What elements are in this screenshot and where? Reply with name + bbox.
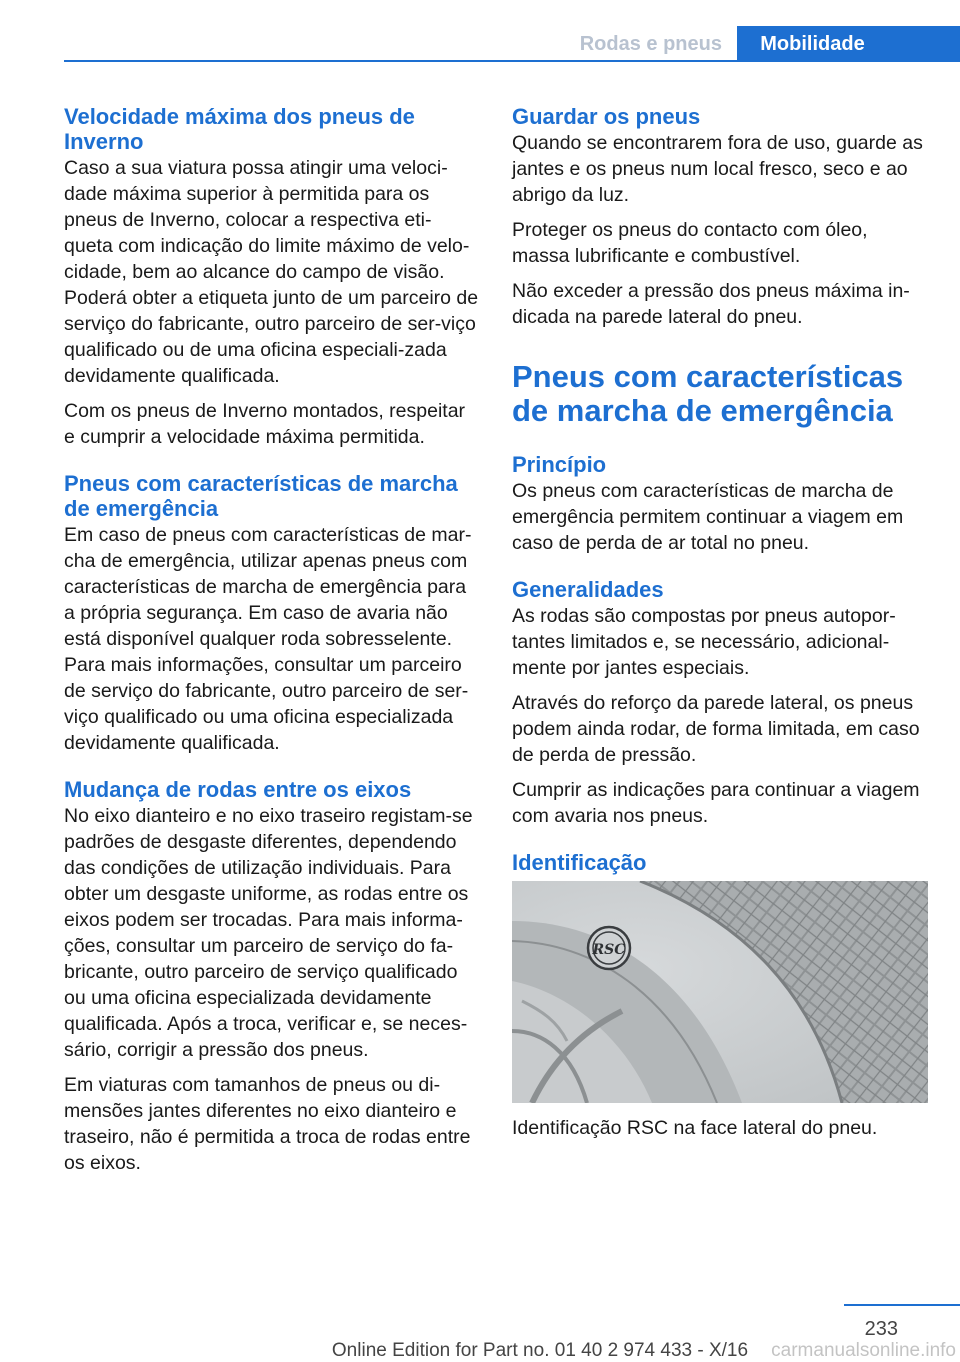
paragraph: No eixo dianteiro e no eixo traseiro registam-se padrões de desgaste diferentes, dependendo das condições de utilização individuais. Para obter um desgaste uniforme, as rodas entre os eixos podem ser trocadas. Para mais informa‐ções, consultar um parceiro de serviço do fa‐bricante, outro parceiro de serviço qualificado ou uma oficina especializada devidamente qualificada. Após a troca, verificar e, se neces‐sário, corrigir a pressão dos pneus.	[64, 805, 473, 1061]
paragraph: Cumprir as indicações para continuar a viagem com avaria nos pneus.	[512, 779, 920, 827]
paragraph: Quando se encontrarem fora de uso, guarde as jantes e os pneus num local fresco, seco e ao abrigo da luz.	[512, 132, 923, 206]
section-heading: Generalidades	[512, 577, 664, 602]
header-section-title: Rodas e pneus	[579, 33, 722, 55]
paragraph: As rodas são compostas por pneus autopor‐tantes limitados e, se necessário, adicional‐mente por jantes especiais.	[512, 605, 896, 679]
figure-caption: Identificação RSC na face lateral do pneu.	[512, 1117, 878, 1139]
section-heading: Guardar os pneus	[512, 104, 701, 129]
paragraph: Em caso de pneus com características de mar‐cha de emergência, utilizar apenas pneus com características de marcha de emergência para a própria segurança. Em caso de avaria não está disponível qualquer roda sobresselente. Para mais informações, consultar um parceiro de serviço do fabricante, outro parceiro de ser‐viço qualificado ou uma oficina especializada devidamente qualificada.	[64, 524, 472, 754]
paragraph: Proteger os pneus do contacto com óleo, massa lubrificante e combustível.	[512, 219, 868, 267]
paragraph: Não exceder a pressão dos pneus máxima in‐dicada na parede lateral do pneu.	[512, 280, 910, 328]
section-winter-speed	[64, 104, 480, 450]
footer-rule	[844, 1304, 960, 1306]
watermark: carmanualsonline.info	[771, 1340, 956, 1361]
page-number: 233	[864, 1318, 898, 1340]
section-heading: Velocidade máxima dos pneus de Inverno	[64, 104, 415, 154]
paragraph: Através do reforço da parede lateral, os pneus podem ainda rodar, de forma limitada, em caso de perda de pressão.	[512, 692, 920, 766]
header-chapter-label: Mobilidade	[760, 33, 865, 55]
tyre-sidewall-figure	[512, 881, 928, 1103]
section-wheel-rotation	[64, 777, 480, 1176]
section-heading: Mudança de rodas entre os eixos	[64, 777, 412, 802]
section-general	[512, 577, 930, 829]
section-principle	[512, 452, 930, 556]
paragraph: Com os pneus de Inverno montados, respeitar e cumprir a velocidade máxima permitida.	[64, 400, 466, 448]
rsc-logo-text: RSC	[592, 942, 626, 958]
left-column	[64, 104, 480, 1197]
section-identification	[512, 850, 930, 1141]
tyre-illustration	[512, 881, 928, 1103]
right-column	[512, 104, 930, 1162]
header-rule	[64, 60, 960, 62]
chapter-heading: Pneus com características de marcha de emergência	[512, 359, 904, 428]
paragraph: Em viaturas com tamanhos de pneus ou di‐mensões jantes diferentes no eixo dianteiro e traseiro, não é permitida a troca de rodas entre os eixos.	[64, 1074, 471, 1174]
section-heading: Identificação	[512, 850, 647, 875]
footer-edition: Online Edition for Part no. 01 40 2 974 433 - X/16	[331, 1340, 749, 1361]
section-heading: Princípio	[512, 452, 607, 477]
section-heading: Pneus com características de marcha de emergência	[64, 471, 458, 521]
section-storing-tyres	[512, 104, 930, 330]
paragraph: Os pneus com características de marcha de emergência permitem continuar a viagem em caso de perda de ar total no pneu.	[512, 480, 904, 554]
section-runflat-tyres	[64, 471, 480, 756]
paragraph: Caso a sua viatura possa atingir uma veloci‐dade máxima superior à permitida para os pneus de Inverno, colocar a respectiva eti‐queta com indicação do limite máximo de velo‐cidade, bem ao alcance do campo de visão. Poderá obter a etiqueta junto de um parceiro de serviço do fabricante, outro parceiro de ser‐viço qualificado ou de uma oficina especiali‐zada devidamente qualificada.	[64, 157, 479, 387]
header-chapter-tab	[737, 26, 960, 62]
